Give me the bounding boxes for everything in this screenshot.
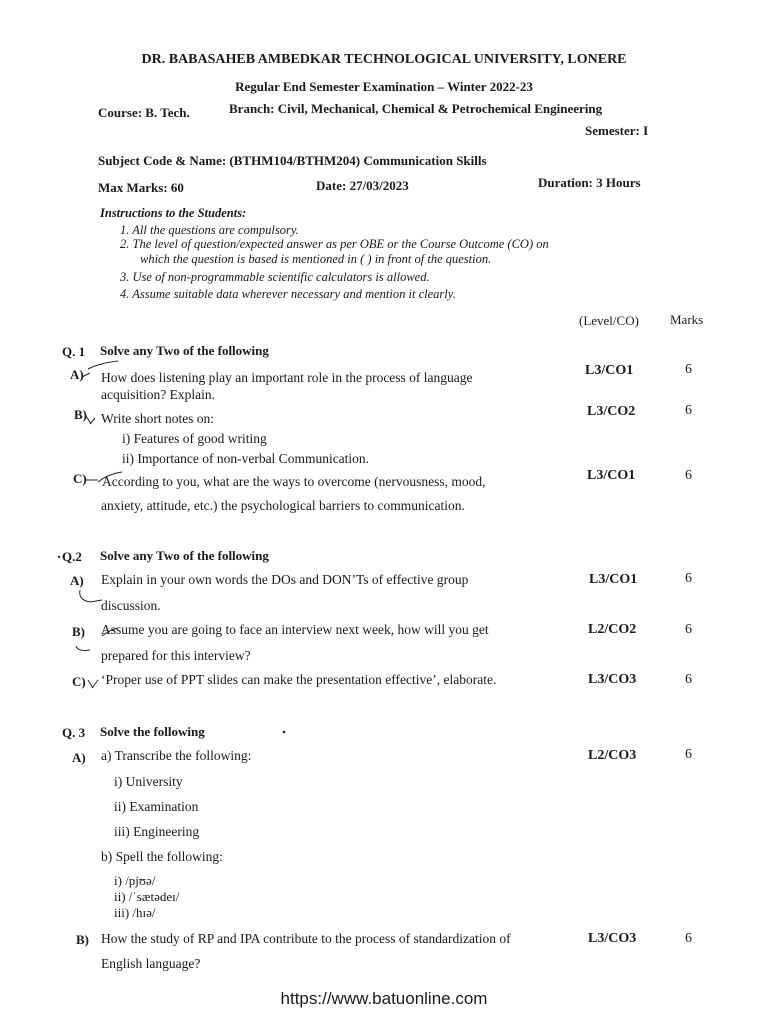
exam-date: Date: 27/03/2023	[316, 178, 409, 193]
part-label: A)	[70, 573, 84, 588]
dot-mark-icon	[55, 553, 63, 561]
semester: Semester: I	[585, 123, 649, 138]
dot-mark-icon	[280, 728, 288, 736]
part-label: A)	[72, 750, 86, 765]
question-text: prepared for this interview?	[101, 648, 251, 663]
pen-mark-icon	[86, 676, 100, 690]
question-text: anxiety, attitude, etc.) the psychological barriers to communication.	[101, 498, 465, 513]
question-text: a) Transcribe the following:	[101, 748, 252, 763]
question-text: How the study of RP and IPA contribute to the process of standardization of	[101, 931, 511, 946]
level-co: L2/CO3	[588, 748, 637, 763]
pen-mark-icon	[84, 470, 124, 490]
marks-value: 6	[685, 362, 692, 377]
university-title: DR. BABASAHEB AMBEDKAR TECHNOLOGICAL UNIVERSITY, LONERE	[141, 52, 627, 67]
course: Course: B. Tech.	[98, 105, 190, 120]
sub-item: i) Features of good writing	[122, 431, 267, 446]
pen-mark-icon	[60, 355, 120, 395]
level-co: L3/CO2	[587, 404, 636, 419]
part-label: B)	[72, 624, 85, 639]
instruction-item: 4. Assume suitable data wherever necessary and mention it clearly.	[120, 287, 456, 301]
part-label: A)	[70, 367, 84, 382]
marks-column-header: Marks	[670, 312, 704, 327]
pen-mark-icon	[84, 412, 98, 426]
instruction-item: 3. Use of non-programmable scientific calculators is allowed.	[120, 270, 430, 284]
instruction-item: which the question is based is mentioned in ( ) in front of the question.	[140, 252, 492, 266]
question-title: Solve the following	[100, 724, 205, 739]
level-co: L2/CO2	[588, 622, 637, 637]
instruction-item: 1. All the questions are compulsory.	[120, 223, 299, 237]
question-text: Write short notes on:	[101, 411, 215, 426]
marks-value: 6	[685, 931, 692, 946]
subject: Subject Code & Name: (BTHM104/BTHM204) Communication Skills	[98, 153, 487, 168]
exam-title: Regular End Semester Examination – Winter 2022-23	[235, 79, 533, 94]
marks-value: 6	[685, 468, 692, 483]
part-label: B)	[74, 407, 87, 422]
question-text: According to you, what are the ways to overcome (nervousness, mood,	[102, 474, 486, 489]
sub-item: iii) Engineering	[114, 824, 200, 839]
sub-item: i) /pjʊə/	[114, 873, 156, 888]
question-text: discussion.	[101, 598, 161, 613]
marks-value: 6	[685, 672, 692, 687]
level-co: L3/CO3	[588, 931, 637, 946]
sub-item: iii) /hɪə/	[114, 905, 156, 920]
question-text: Explain in your own words the DOs and DON’Ts of effective group	[101, 572, 469, 587]
level-co: L3/CO1	[589, 572, 638, 587]
question-text: ‘Proper use of PPT slides can make the presentation effective’, elaborate.	[101, 672, 497, 687]
branch: Branch: Civil, Mechanical, Chemical & Petrochemical Engineering	[229, 101, 603, 116]
sub-item: ii) Importance of non-verbal Communication.	[122, 451, 370, 466]
question-number: Q.2	[62, 549, 82, 564]
part-label: C)	[73, 471, 87, 486]
sub-item: i) University	[114, 774, 183, 789]
question-text: How does listening play an important role in the process of language	[101, 370, 473, 385]
question-title: Solve any Two of the following	[100, 343, 269, 358]
instruction-item: 2. The level of question/expected answer as per OBE or the Course Outcome (CO) on	[120, 237, 549, 251]
sub-item: ii) /ˈsætədeɪ/	[114, 889, 180, 904]
level-co: L3/CO3	[588, 672, 637, 687]
question-number: Q. 1	[62, 344, 86, 359]
question-number: Q. 3	[62, 725, 86, 740]
sub-item: ii) Examination	[114, 799, 199, 814]
instructions-title: Instructions to the Students:	[100, 206, 247, 220]
marks-value: 6	[685, 403, 692, 418]
part-label: C)	[72, 674, 86, 689]
question-text: b) Spell the following:	[101, 849, 223, 864]
pen-mark-icon	[72, 588, 122, 610]
max-marks: Max Marks: 60	[98, 180, 184, 195]
level-co: L3/CO1	[587, 468, 636, 483]
question-text: Assume you are going to face an interview next week, how will you get	[101, 622, 489, 637]
question-text: acquisition? Explain.	[101, 387, 215, 402]
duration: Duration: 3 Hours	[538, 175, 641, 190]
marks-value: 6	[685, 747, 692, 762]
question-title: Solve any Two of the following	[100, 548, 269, 563]
footer-url[interactable]: https://www.batuonline.com	[280, 989, 488, 1008]
level-co: L3/CO1	[585, 363, 634, 378]
marks-value: 6	[685, 622, 692, 637]
pen-mark-icon	[74, 626, 124, 656]
part-label: B)	[76, 932, 89, 947]
question-text: English language?	[101, 956, 201, 971]
level-column-header: (Level/CO)	[579, 313, 639, 328]
marks-value: 6	[685, 571, 692, 586]
